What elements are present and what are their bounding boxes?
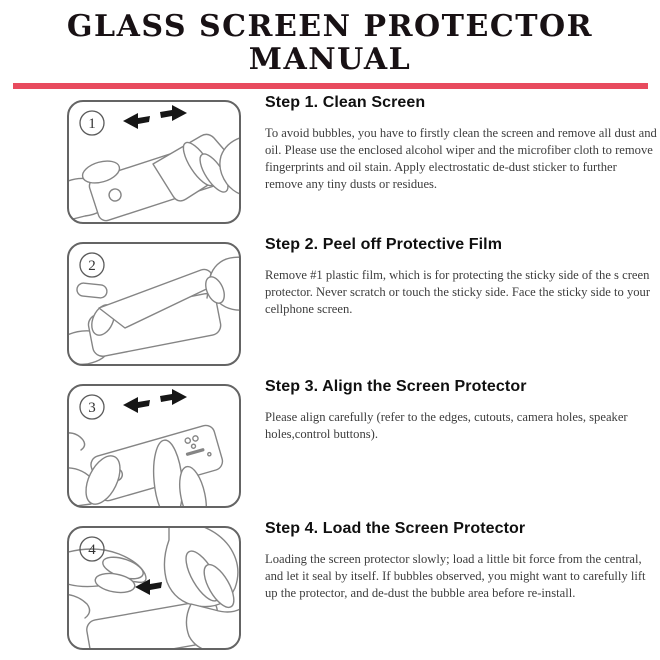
step-4-section xyxy=(65,520,660,652)
left-finger-icon xyxy=(76,282,107,298)
step-1-figure xyxy=(65,98,243,226)
step-1-text xyxy=(265,94,657,193)
align-left-arrow-icon xyxy=(123,397,150,413)
step-4-text xyxy=(265,520,657,602)
step-4-figure xyxy=(65,524,243,652)
step-1-number-badge: 1 xyxy=(88,116,96,132)
step-4-number-badge: 4 xyxy=(88,542,96,558)
step-2-body: Remove #1 plastic film, which is for protecting the sticky side of the s creen protector. Never scratch or touch the sticky side. Face the sticky side to your cellphone screen. xyxy=(265,268,651,316)
step-1-illustration wipe-phone-icon xyxy=(65,98,243,226)
step-3-body: Please align carefully (refer to the edges, cutouts, camera holes, speaker holes,control buttons). xyxy=(265,410,628,441)
step-3-number-badge: 3 xyxy=(88,400,96,416)
step-3-section xyxy=(65,378,660,510)
steps-list xyxy=(0,89,660,652)
step-2-section xyxy=(65,236,660,368)
step-2-text xyxy=(265,236,657,318)
manual-title xyxy=(0,0,660,76)
step-4-illustration press-protector-icon xyxy=(65,524,243,652)
step-3-illustration align-protector-icon xyxy=(65,382,243,510)
wipe-left-arrow-icon xyxy=(123,113,150,129)
step-4-body: Loading the screen protector slowly; load a little bit force from the central, and let it seal by itself. If bubbles observed, you might want to carefully lift up the protector, and de-dust the bubble area before re-install. xyxy=(265,552,646,600)
align-right-arrow-icon xyxy=(160,389,187,405)
step-2-figure xyxy=(65,240,243,368)
wipe-right-arrow-icon xyxy=(160,105,187,121)
step-3-heading: Step 3. Align the Screen Protector xyxy=(265,378,527,395)
step-3-figure xyxy=(65,382,243,510)
step-1-body: To avoid bubbles, you have to firstly clean the screen and remove all dust and oil. Please use the enclosed alcohol wiper and the microfiber cloth to remove fingerprints and oil stain. Apply electrostatic de-dust sticker to further remove any tiny dusts or residues. xyxy=(265,126,657,191)
step-2-heading: Step 2. Peel off Protective Film xyxy=(265,236,503,253)
step-4-heading: Step 4. Load the Screen Protector xyxy=(265,520,526,537)
step-2-number-badge: 2 xyxy=(88,258,96,274)
step-3-text xyxy=(265,378,657,443)
step-2-illustration peel-film-icon xyxy=(65,240,243,368)
manual-title-line2: MANUAL xyxy=(248,42,412,77)
step-1-heading: Step 1. Clean Screen xyxy=(265,94,426,111)
manual-title-line1: GLASS SCREEN PROTECTOR xyxy=(66,9,594,44)
step-1-section xyxy=(65,94,660,226)
